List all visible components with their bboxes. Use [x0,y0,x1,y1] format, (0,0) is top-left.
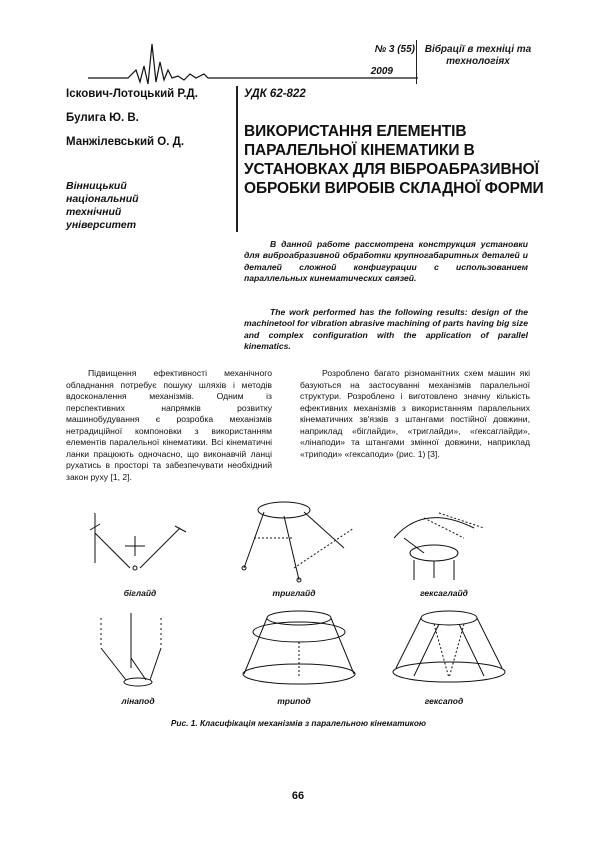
affiliation: Вінницький національний технічний університет [66,180,139,231]
figure-label-biglide: біглайд [123,588,157,598]
author-3: Манжілевський О. Д. [66,136,185,148]
hexapod-diagram [384,606,514,686]
triglide-diagram [234,498,364,588]
abstract-en: The work performed has the following results: design of the machinetool for vibration abrasive machining of parts having big size and complex configuration with the application of parallel kinematics. [244,307,528,352]
figure-label-hexaglide: гексаглайд [420,588,468,598]
journal-title: Вібрації в техніці та технологіях [424,44,532,67]
tripod-diagram [234,606,364,686]
paper-title: ВИКОРИСТАННЯ ЕЛЕМЕНТІВ ПАРАЛЕЛЬНОЇ КІНЕМАТИКИ В УСТАНОВКАХ ДЛЯ ВІБРОАБРАЗИВНОЇ ОБРОБКИ ВИРОБІВ СКЛАДНОЇ ФОРМИ [244,123,544,197]
figure-label-triglide: триглайд [272,588,316,598]
abstract-ru: В данной работе рассмотрена конструкция установки для виброабразивной обработки крупногабаритных деталей и деталей сложной конфигурации с использованием параллельных кинематических связей. [244,239,528,284]
figure-label-hexapod: гексапод [424,696,464,706]
author-1: Іскович-Лотоцький Р.Д. [66,88,198,100]
figure-label-linapod: лінапод [121,696,155,706]
page-number: 66 [291,790,305,802]
issue-year: 2009 [370,66,393,77]
header-divider [416,40,417,84]
issue-number: № 3 (55) [374,44,415,55]
biglide-diagram [80,508,200,588]
author-2: Булига Ю. В. [66,112,139,124]
body-left-column: Підвищення ефективності механічного обладнання потребує пошуку шляхів і методів вдосконалення механізмів. Одним із перспективних напрямків розвитку машинобудування є розробка механізмів нетрадиційної компоновки з використанням елементів паралельної кінематики. Всі кінематичні ланки працюють одночасно, що виконавчій ланці рухатись в просторі та забезпечувати необхідний закон руху [1, 2]. [66,368,272,482]
body-right-column: Розроблено багато різноманітних схем машин які базуються на застосуванні механізмів паралельної структури. Розроблено і виготовлено значну кількість ефективних механізмів з використанням паралельних кінематичних зв'язків з штангами постійної довжини, наприклад «біглайди», «триглайди», «гексаглайди», «лінаподи» та штангами змінної довжини, наприклад «триподи» «гексаподи» (рис. 1) [3]. [300,368,530,459]
hexaglide-diagram [384,498,514,588]
column-divider [236,86,238,232]
udk-code: УДК 62-822 [244,88,306,100]
figure-caption: Рис. 1. Класифікація механізмів з паралельною кінематикою [170,718,427,728]
figure-label-tripod: трипод [277,696,311,706]
linapod-diagram [86,608,196,688]
